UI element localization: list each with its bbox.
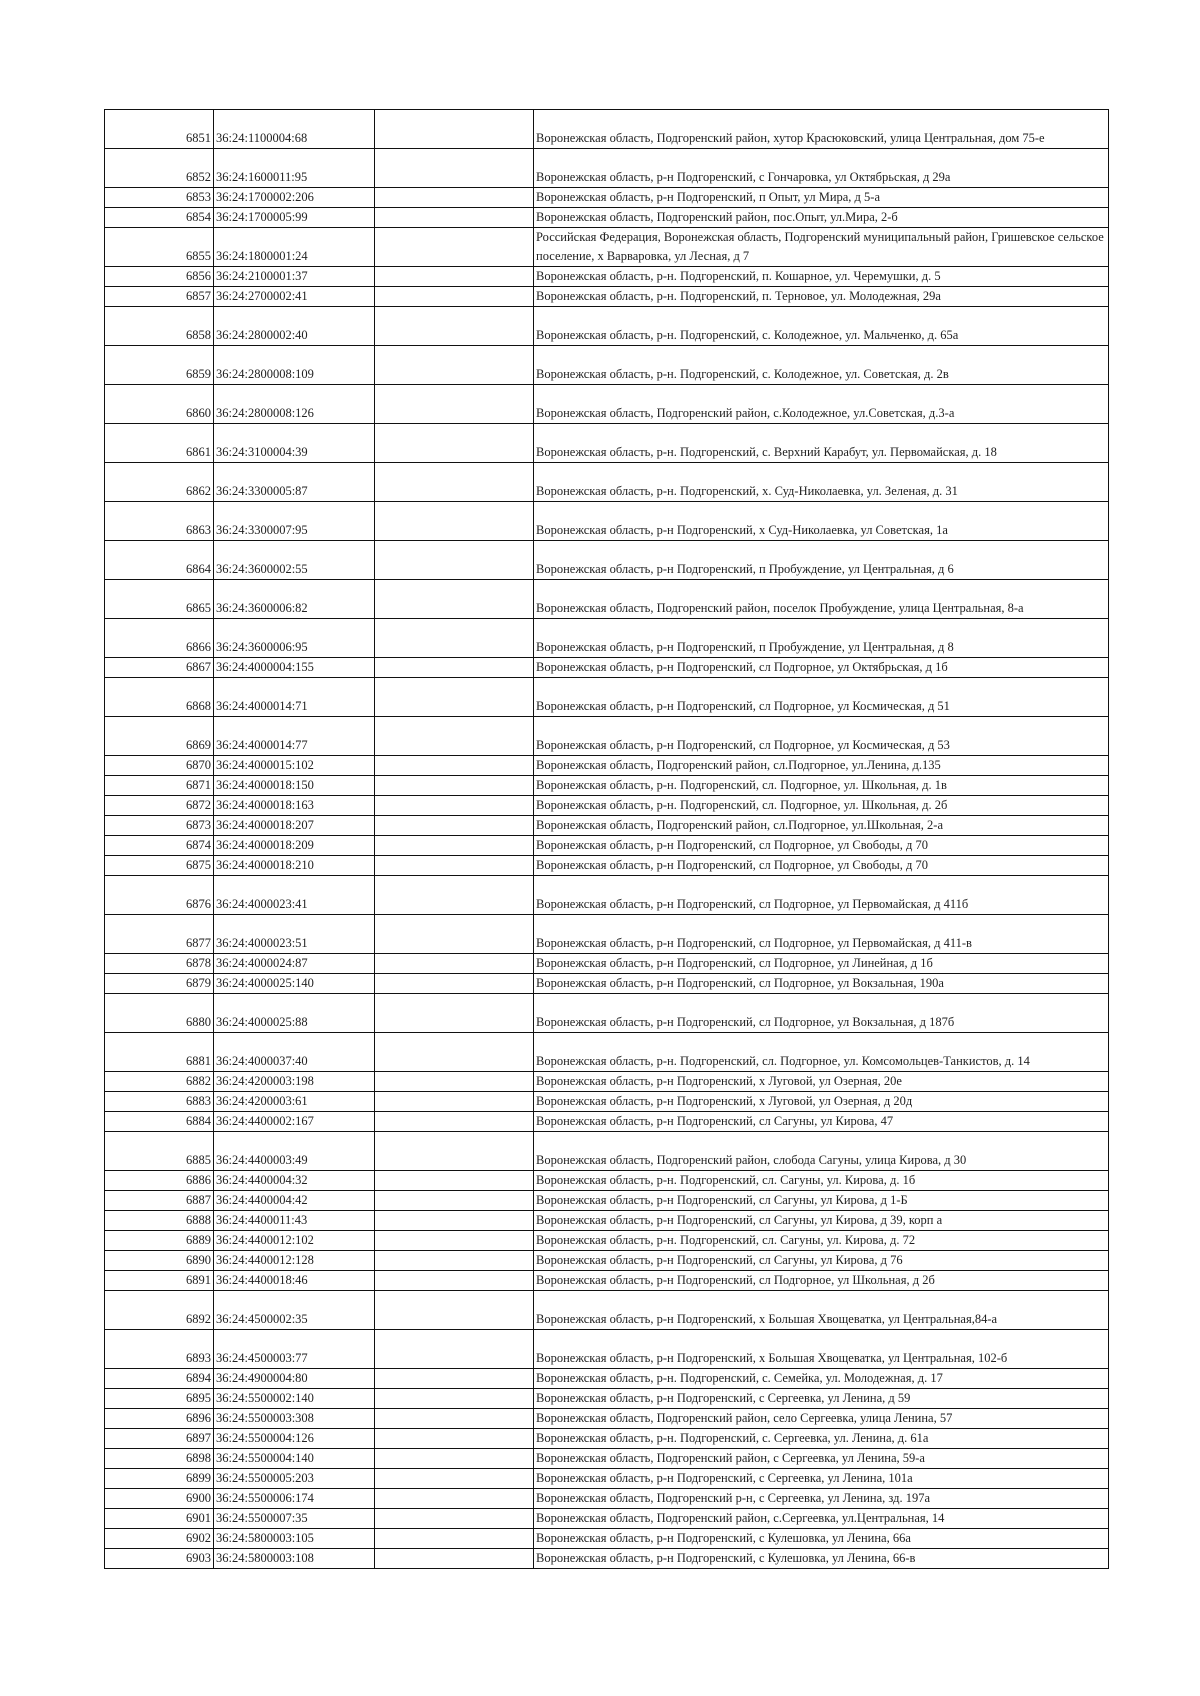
table-row — [105, 1389, 1109, 1409]
row-number-cell: 6888 — [105, 1211, 214, 1231]
cadastral-number-cell: 36:24:4400012:102 — [214, 1231, 375, 1251]
cadastral-number-cell: 36:24:4000018:210 — [214, 856, 375, 876]
cadastral-number-cell: 36:24:4000004:155 — [214, 658, 375, 678]
row-number-cell: 6864 — [105, 541, 214, 580]
row-number-cell: 6853 — [105, 188, 214, 208]
address-cell: Воронежская область, р-н Подгоренский, с Сергеевка, ул Ленина, 101а — [534, 1469, 1109, 1489]
empty-cell — [375, 1330, 534, 1369]
table-row — [105, 856, 1109, 876]
table-row — [105, 463, 1109, 502]
row-number-cell: 6871 — [105, 776, 214, 796]
cadastral-number-cell: 36:24:5500004:140 — [214, 1449, 375, 1469]
table-row — [105, 1033, 1109, 1072]
cadastral-number-cell: 36:24:4000025:88 — [214, 994, 375, 1033]
table-row — [105, 1549, 1109, 1569]
empty-cell — [375, 287, 534, 307]
empty-cell — [375, 915, 534, 954]
cadastral-number-cell: 36:24:4400004:32 — [214, 1171, 375, 1191]
address-cell: Воронежская область, р-н. Подгоренский, с. Сергеевка, ул. Ленина, д. 61а — [534, 1429, 1109, 1449]
address-cell: Воронежская область, Подгоренский район, сл.Подгорное, ул.Ленина, д.135 — [534, 756, 1109, 776]
cadastral-number-cell: 36:24:2800008:109 — [214, 346, 375, 385]
empty-cell — [375, 1092, 534, 1112]
address-cell: Воронежская область, р-н. Подгоренский, п. Кошарное, ул. Черемушки, д. 5 — [534, 267, 1109, 287]
cadastral-number-cell: 36:24:5500004:126 — [214, 1429, 375, 1449]
table-row — [105, 580, 1109, 619]
cadastral-number-cell: 36:24:5500006:174 — [214, 1489, 375, 1509]
row-number-cell: 6877 — [105, 915, 214, 954]
address-cell: Воронежская область, р-н Подгоренский, сл Подгорное, ул Свободы, д 70 — [534, 836, 1109, 856]
cadastral-number-cell: 36:24:1600011:95 — [214, 149, 375, 188]
table-row — [105, 502, 1109, 541]
empty-cell — [375, 1072, 534, 1092]
table-row — [105, 974, 1109, 994]
address-cell: Воронежская область, р-н Подгоренский, х Луговой, ул Озерная, д 20д — [534, 1092, 1109, 1112]
empty-cell — [375, 836, 534, 856]
table-row — [105, 346, 1109, 385]
cadastral-number-cell: 36:24:1800001:24 — [214, 228, 375, 267]
empty-cell — [375, 994, 534, 1033]
row-number-cell: 6857 — [105, 287, 214, 307]
row-number-cell: 6897 — [105, 1429, 214, 1449]
row-number-cell: 6896 — [105, 1409, 214, 1429]
row-number-cell: 6863 — [105, 502, 214, 541]
table-row — [105, 1191, 1109, 1211]
cadastral-number-cell: 36:24:4900004:80 — [214, 1369, 375, 1389]
empty-cell — [375, 1389, 534, 1409]
row-number-cell: 6874 — [105, 836, 214, 856]
cadastral-number-cell: 36:24:4400003:49 — [214, 1132, 375, 1171]
table-row — [105, 776, 1109, 796]
table-row — [105, 307, 1109, 346]
empty-cell — [375, 307, 534, 346]
table-row — [105, 1072, 1109, 1092]
table-row — [105, 816, 1109, 836]
cadastral-number-cell: 36:24:2100001:37 — [214, 267, 375, 287]
empty-cell — [375, 346, 534, 385]
address-cell: Воронежская область, Подгоренский р-н, с Сергеевка, ул Ленина, зд. 197а — [534, 1489, 1109, 1509]
address-cell: Воронежская область, р-н Подгоренский, х Суд-Николаевка, ул Советская, 1а — [534, 502, 1109, 541]
empty-cell — [375, 856, 534, 876]
address-cell: Воронежская область, р-н Подгоренский, сл Сагуны, ул Кирова, 47 — [534, 1112, 1109, 1132]
address-cell: Воронежская область, р-н Подгоренский, с Кулешовка, ул Ленина, 66а — [534, 1529, 1109, 1549]
cadastral-number-cell: 36:24:5500003:308 — [214, 1409, 375, 1429]
table-row — [105, 188, 1109, 208]
table-row — [105, 1489, 1109, 1509]
empty-cell — [375, 776, 534, 796]
empty-cell — [375, 1469, 534, 1489]
empty-cell — [375, 658, 534, 678]
table-row — [105, 424, 1109, 463]
row-number-cell: 6870 — [105, 756, 214, 776]
row-number-cell: 6862 — [105, 463, 214, 502]
address-cell: Воронежская область, р-н Подгоренский, с Гончаровка, ул Октябрьская, д 29а — [534, 149, 1109, 188]
cadastral-number-cell: 36:24:4000024:87 — [214, 954, 375, 974]
cadastral-number-cell: 36:24:5500005:203 — [214, 1469, 375, 1489]
table-row — [105, 1112, 1109, 1132]
address-cell: Воронежская область, р-н. Подгоренский, п. Терновое, ул. Молодежная, 29а — [534, 287, 1109, 307]
table-row — [105, 385, 1109, 424]
table-row — [105, 110, 1109, 149]
address-cell: Воронежская область, р-н Подгоренский, сл Сагуны, ул Кирова, д 39, корп а — [534, 1211, 1109, 1231]
row-number-cell: 6881 — [105, 1033, 214, 1072]
address-cell: Воронежская область, р-н Подгоренский, сл Подгорное, ул Космическая, д 53 — [534, 717, 1109, 756]
empty-cell — [375, 1132, 534, 1171]
cadastral-number-cell: 36:24:1100004:68 — [214, 110, 375, 149]
address-cell: Воронежская область, Подгоренский район, с.Сергеевка, ул.Центральная, 14 — [534, 1509, 1109, 1529]
row-number-cell: 6872 — [105, 796, 214, 816]
cadastral-number-cell: 36:24:3100004:39 — [214, 424, 375, 463]
row-number-cell: 6885 — [105, 1132, 214, 1171]
empty-cell — [375, 1369, 534, 1389]
cadastral-number-cell: 36:24:1700002:206 — [214, 188, 375, 208]
table-row — [105, 1231, 1109, 1251]
cadastral-number-cell: 36:24:5500007:35 — [214, 1509, 375, 1529]
empty-cell — [375, 1509, 534, 1529]
table-row — [105, 1251, 1109, 1271]
empty-cell — [375, 796, 534, 816]
table-row — [105, 717, 1109, 756]
address-cell: Воронежская область, р-н Подгоренский, п Пробуждение, ул Центральная, д 8 — [534, 619, 1109, 658]
table-row — [105, 1211, 1109, 1231]
row-number-cell: 6890 — [105, 1251, 214, 1271]
cadastral-number-cell: 36:24:4000014:77 — [214, 717, 375, 756]
row-number-cell: 6869 — [105, 717, 214, 756]
address-cell: Воронежская область, р-н Подгоренский, сл Подгорное, ул Первомайская, д 411б — [534, 876, 1109, 915]
table-row — [105, 1092, 1109, 1112]
address-cell: Воронежская область, Подгоренский район, слобода Сагуны, улица Кирова, д 30 — [534, 1132, 1109, 1171]
address-cell: Воронежская область, р-н. Подгоренский, с. Колодежное, ул. Советская, д. 2в — [534, 346, 1109, 385]
cadastral-number-cell: 36:24:4000015:102 — [214, 756, 375, 776]
cadastral-number-cell: 36:24:4400004:42 — [214, 1191, 375, 1211]
row-number-cell: 6856 — [105, 267, 214, 287]
row-number-cell: 6851 — [105, 110, 214, 149]
row-number-cell: 6876 — [105, 876, 214, 915]
empty-cell — [375, 816, 534, 836]
row-number-cell: 6901 — [105, 1509, 214, 1529]
cadastral-number-cell: 36:24:4400011:43 — [214, 1211, 375, 1231]
empty-cell — [375, 619, 534, 658]
address-cell: Воронежская область, р-н Подгоренский, сл Подгорное, ул Школьная, д 2б — [534, 1271, 1109, 1291]
address-cell: Воронежская область, Подгоренский район, с.Колодежное, ул.Советская, д.3-а — [534, 385, 1109, 424]
address-cell: Воронежская область, р-н. Подгоренский, сл. Подгорное, ул. Школьная, д. 1в — [534, 776, 1109, 796]
cadastral-number-cell: 36:24:2800002:40 — [214, 307, 375, 346]
table-row — [105, 1409, 1109, 1429]
cadastral-number-cell: 36:24:5800003:105 — [214, 1529, 375, 1549]
address-cell: Воронежская область, Подгоренский район, с Сергеевка, ул Ленина, 59-а — [534, 1449, 1109, 1469]
row-number-cell: 6854 — [105, 208, 214, 228]
address-cell: Воронежская область, р-н. Подгоренский, с. Семейка, ул. Молодежная, д. 17 — [534, 1369, 1109, 1389]
cadastral-number-cell: 36:24:5500002:140 — [214, 1389, 375, 1409]
row-number-cell: 6903 — [105, 1549, 214, 1569]
cadastral-number-cell: 36:24:4000025:140 — [214, 974, 375, 994]
row-number-cell: 6855 — [105, 228, 214, 267]
empty-cell — [375, 1291, 534, 1330]
address-cell: Воронежская область, р-н Подгоренский, сл Подгорное, ул Вокзальная, д 187б — [534, 994, 1109, 1033]
empty-cell — [375, 876, 534, 915]
cadastral-number-cell: 36:24:4400018:46 — [214, 1271, 375, 1291]
cadastral-number-cell: 36:24:4000018:209 — [214, 836, 375, 856]
empty-cell — [375, 580, 534, 619]
row-number-cell: 6865 — [105, 580, 214, 619]
table-row — [105, 1469, 1109, 1489]
row-number-cell: 6867 — [105, 658, 214, 678]
empty-cell — [375, 424, 534, 463]
cadastral-number-cell: 36:24:3600006:82 — [214, 580, 375, 619]
empty-cell — [375, 678, 534, 717]
address-cell: Российская Федерация, Воронежская область, Подгоренский муниципальный район, Гришевское сельское поселение, х Варваровка, ул Лесная, д 7 — [534, 228, 1109, 267]
table-row — [105, 208, 1109, 228]
cadastral-number-cell: 36:24:4500003:77 — [214, 1330, 375, 1369]
row-number-cell: 6880 — [105, 994, 214, 1033]
property-registry-table — [104, 109, 1109, 1569]
empty-cell — [375, 1033, 534, 1072]
table-row — [105, 287, 1109, 307]
row-number-cell: 6852 — [105, 149, 214, 188]
empty-cell — [375, 208, 534, 228]
table-row — [105, 678, 1109, 717]
address-cell: Воронежская область, р-н Подгоренский, х Луговой, ул Озерная, 20е — [534, 1072, 1109, 1092]
address-cell: Воронежская область, р-н Подгоренский, п Пробуждение, ул Центральная, д 6 — [534, 541, 1109, 580]
row-number-cell: 6894 — [105, 1369, 214, 1389]
empty-cell — [375, 228, 534, 267]
address-cell: Воронежская область, р-н Подгоренский, п Опыт, ул Мира, д 5-а — [534, 188, 1109, 208]
address-cell: Воронежская область, р-н Подгоренский, сл Подгорное, ул Линейная, д 1б — [534, 954, 1109, 974]
row-number-cell: 6858 — [105, 307, 214, 346]
empty-cell — [375, 502, 534, 541]
address-cell: Воронежская область, р-н Подгоренский, сл Сагуны, ул Кирова, д 1-Б — [534, 1191, 1109, 1211]
row-number-cell: 6884 — [105, 1112, 214, 1132]
empty-cell — [375, 717, 534, 756]
cadastral-number-cell: 36:24:1700005:99 — [214, 208, 375, 228]
cadastral-number-cell: 36:24:2800008:126 — [214, 385, 375, 424]
address-cell: Воронежская область, р-н Подгоренский, сл Подгорное, ул Октябрьская, д 1б — [534, 658, 1109, 678]
table-row — [105, 915, 1109, 954]
row-number-cell: 6878 — [105, 954, 214, 974]
empty-cell — [375, 149, 534, 188]
empty-cell — [375, 756, 534, 776]
empty-cell — [375, 1231, 534, 1251]
empty-cell — [375, 1211, 534, 1231]
empty-cell — [375, 463, 534, 502]
address-cell: Воронежская область, Подгоренский район, хутор Красюковский, улица Центральная, дом 75-е — [534, 110, 1109, 149]
cadastral-number-cell: 36:24:4200003:61 — [214, 1092, 375, 1112]
empty-cell — [375, 267, 534, 287]
row-number-cell: 6899 — [105, 1469, 214, 1489]
address-cell: Воронежская область, р-н Подгоренский, сл Подгорное, ул Космическая, д 51 — [534, 678, 1109, 717]
table-row — [105, 756, 1109, 776]
row-number-cell: 6866 — [105, 619, 214, 658]
empty-cell — [375, 1171, 534, 1191]
address-cell: Воронежская область, р-н Подгоренский, х Большая Хвощеватка, ул Центральная, 102-б — [534, 1330, 1109, 1369]
address-cell: Воронежская область, р-н. Подгоренский, с. Колодежное, ул. Мальченко, д. 65а — [534, 307, 1109, 346]
table-row — [105, 541, 1109, 580]
table-row — [105, 149, 1109, 188]
row-number-cell: 6891 — [105, 1271, 214, 1291]
address-cell: Воронежская область, р-н Подгоренский, сл Подгорное, ул Первомайская, д 411-в — [534, 915, 1109, 954]
row-number-cell: 6861 — [105, 424, 214, 463]
row-number-cell: 6882 — [105, 1072, 214, 1092]
address-cell: Воронежская область, р-н. Подгоренский, сл. Подгорное, ул. Школьная, д. 2б — [534, 796, 1109, 816]
table-row — [105, 1330, 1109, 1369]
address-cell: Воронежская область, Подгоренский район, сл.Подгорное, ул.Школьная, 2-а — [534, 816, 1109, 836]
address-cell: Воронежская область, р-н. Подгоренский, сл. Сагуны, ул. Кирова, д. 72 — [534, 1231, 1109, 1251]
empty-cell — [375, 541, 534, 580]
cadastral-number-cell: 36:24:4500002:35 — [214, 1291, 375, 1330]
row-number-cell: 6895 — [105, 1389, 214, 1409]
row-number-cell: 6879 — [105, 974, 214, 994]
cadastral-number-cell: 36:24:3600002:55 — [214, 541, 375, 580]
table-row — [105, 619, 1109, 658]
cadastral-number-cell: 36:24:2700002:41 — [214, 287, 375, 307]
table-row — [105, 1369, 1109, 1389]
address-cell: Воронежская область, р-н. Подгоренский, х. Суд-Николаевка, ул. Зеленая, д. 31 — [534, 463, 1109, 502]
row-number-cell: 6893 — [105, 1330, 214, 1369]
cadastral-number-cell: 36:24:4000018:163 — [214, 796, 375, 816]
empty-cell — [375, 1271, 534, 1291]
address-cell: Воронежская область, р-н Подгоренский, сл Подгорное, ул Вокзальная, 190а — [534, 974, 1109, 994]
cadastral-number-cell: 36:24:4400012:128 — [214, 1251, 375, 1271]
address-cell: Воронежская область, р-н. Подгоренский, сл. Сагуны, ул. Кирова, д. 1б — [534, 1171, 1109, 1191]
empty-cell — [375, 1549, 534, 1569]
address-cell: Воронежская область, Подгоренский район, пос.Опыт, ул.Мира, 2-б — [534, 208, 1109, 228]
address-cell: Воронежская область, р-н Подгоренский, с Кулешовка, ул Ленина, 66-в — [534, 1549, 1109, 1569]
empty-cell — [375, 1489, 534, 1509]
row-number-cell: 6898 — [105, 1449, 214, 1469]
cadastral-number-cell: 36:24:4000014:71 — [214, 678, 375, 717]
row-number-cell: 6886 — [105, 1171, 214, 1191]
registry-body — [105, 110, 1109, 1569]
cadastral-number-cell: 36:24:4000023:41 — [214, 876, 375, 915]
empty-cell — [375, 1409, 534, 1429]
table-row — [105, 228, 1109, 267]
cadastral-number-cell: 36:24:4000023:51 — [214, 915, 375, 954]
address-cell: Воронежская область, р-н Подгоренский, с Сергеевка, ул Ленина, д 59 — [534, 1389, 1109, 1409]
row-number-cell: 6873 — [105, 816, 214, 836]
table-row — [105, 796, 1109, 816]
table-row — [105, 267, 1109, 287]
table-row — [105, 994, 1109, 1033]
row-number-cell: 6860 — [105, 385, 214, 424]
cadastral-number-cell: 36:24:4000037:40 — [214, 1033, 375, 1072]
cadastral-number-cell: 36:24:3300007:95 — [214, 502, 375, 541]
empty-cell — [375, 1529, 534, 1549]
table-row — [105, 1509, 1109, 1529]
table-row — [105, 1132, 1109, 1171]
address-cell: Воронежская область, р-н Подгоренский, сл Подгорное, ул Свободы, д 70 — [534, 856, 1109, 876]
address-cell: Воронежская область, Подгоренский район, поселок Пробуждение, улица Центральная, 8-а — [534, 580, 1109, 619]
address-cell: Воронежская область, Подгоренский район, село Сергеевка, улица Ленина, 57 — [534, 1409, 1109, 1429]
table-row — [105, 954, 1109, 974]
row-number-cell: 6875 — [105, 856, 214, 876]
table-row — [105, 1449, 1109, 1469]
table-row — [105, 1529, 1109, 1549]
address-cell: Воронежская область, р-н Подгоренский, х Большая Хвощеватка, ул Центральная,84-а — [534, 1291, 1109, 1330]
table-row — [105, 1271, 1109, 1291]
table-row — [105, 1291, 1109, 1330]
cadastral-number-cell: 36:24:4200003:198 — [214, 1072, 375, 1092]
address-cell: Воронежская область, р-н. Подгоренский, с. Верхний Карабут, ул. Первомайская, д. 18 — [534, 424, 1109, 463]
empty-cell — [375, 1449, 534, 1469]
empty-cell — [375, 110, 534, 149]
row-number-cell: 6859 — [105, 346, 214, 385]
cadastral-number-cell: 36:24:4000018:207 — [214, 816, 375, 836]
row-number-cell: 6902 — [105, 1529, 214, 1549]
cadastral-number-cell: 36:24:3600006:95 — [214, 619, 375, 658]
empty-cell — [375, 1251, 534, 1271]
row-number-cell: 6892 — [105, 1291, 214, 1330]
row-number-cell: 6883 — [105, 1092, 214, 1112]
table-row — [105, 658, 1109, 678]
empty-cell — [375, 1112, 534, 1132]
row-number-cell: 6887 — [105, 1191, 214, 1211]
empty-cell — [375, 1429, 534, 1449]
row-number-cell: 6900 — [105, 1489, 214, 1509]
table-row — [105, 1171, 1109, 1191]
cadastral-number-cell: 36:24:5800003:108 — [214, 1549, 375, 1569]
empty-cell — [375, 385, 534, 424]
row-number-cell: 6868 — [105, 678, 214, 717]
empty-cell — [375, 954, 534, 974]
address-cell: Воронежская область, р-н Подгоренский, сл Сагуны, ул Кирова, д 76 — [534, 1251, 1109, 1271]
table-row — [105, 836, 1109, 856]
empty-cell — [375, 188, 534, 208]
empty-cell — [375, 1191, 534, 1211]
cadastral-number-cell: 36:24:3300005:87 — [214, 463, 375, 502]
row-number-cell: 6889 — [105, 1231, 214, 1251]
table-row — [105, 1429, 1109, 1449]
address-cell: Воронежская область, р-н. Подгоренский, сл. Подгорное, ул. Комсомольцев-Танкистов, д. 14 — [534, 1033, 1109, 1072]
cadastral-number-cell: 36:24:4400002:167 — [214, 1112, 375, 1132]
table-row — [105, 876, 1109, 915]
cadastral-number-cell: 36:24:4000018:150 — [214, 776, 375, 796]
empty-cell — [375, 974, 534, 994]
